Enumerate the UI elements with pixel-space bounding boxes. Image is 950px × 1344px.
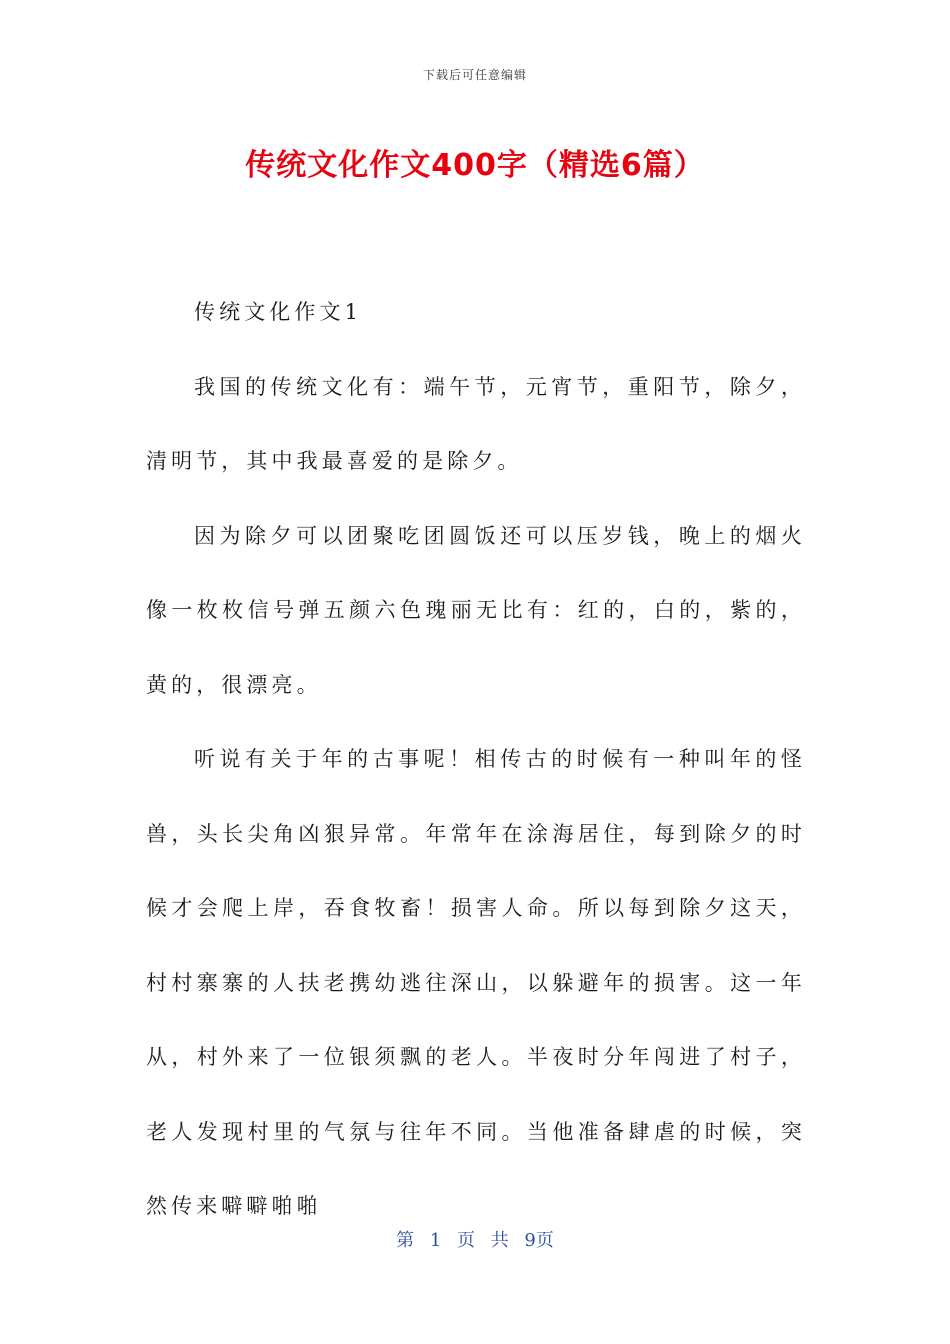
paragraph: 我国的传统文化有：端午节，元宵节，重阳节，除夕，清明节，其中我最喜爱的是除夕。 [146,374,806,473]
page-number-footer: 第 1 页 共 9页 [396,1230,554,1251]
section-heading: 传统文化作文1 [194,300,363,324]
document-title: 传统文化作文400字（精选6篇） [245,148,705,183]
page-header-note: 下载后可任意编辑 [422,68,527,82]
document-body [146,275,806,1244]
paragraph: 听说有关于年的古事呢！相传古的时候有一种叫年的怪兽，头长尖角凶狠异常。年常年在涂海居住，每到除夕的时候才会爬上岸，吞食牧畜！损害人命。所以每到除夕这天，村村寨寨的人扶老携幼逃往深山，以躲避年的损害。这一年从，村外来了一位银须飘的老人。半夜时分年闯进了村子，老人发现村里的气氛与往年不同。当他准备肆虐的时候，突然传来噼噼啪啪 [146,747,806,1218]
paragraph: 因为除夕可以团聚吃团圆饭还可以压岁钱，晚上的烟火像一枚枚信号弹五颜六色瑰丽无比有：红的，白的，紫的，黄的，很漂亮。 [146,523,806,697]
